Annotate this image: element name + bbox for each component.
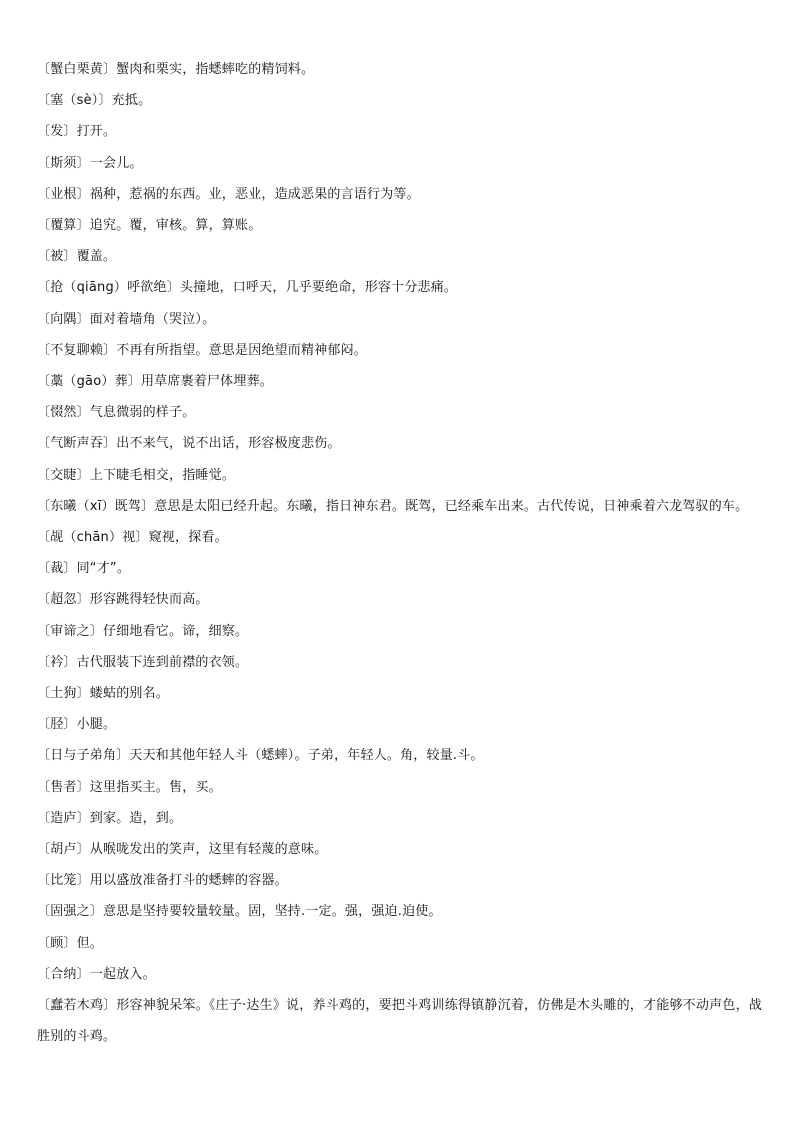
- annotation-item: 〔东曦（xī）既驾〕意思是太阳已经升起。东曦，指日神东君。既驾，已经乘车出来。古代传说，日神乘着六龙驾驭的车。: [37, 498, 749, 514]
- annotation-item: 〔裁〕同“才”。: [37, 561, 131, 577]
- annotation-item: 〔塞（sè）〕充抵。: [37, 93, 152, 109]
- annotation-item: 〔衿〕古代服装下连到前襟的衣领。: [37, 654, 249, 670]
- annotation-item: 〔超忽〕形容跳得轻快而高。: [37, 592, 209, 608]
- annotation-item: 〔比笼〕用以盛放准备打斗的蟋蟀的容器。: [37, 873, 288, 889]
- annotation-item: 〔覆算〕追究。覆，审核。算，算账。: [37, 218, 262, 234]
- annotation-item: 〔抢（qiāng）呼欲绝〕头撞地，口呼天，几乎要绝命，形容十分悲痛。: [37, 280, 458, 296]
- annotation-item: 〔不复聊赖〕不再有所指望。意思是因绝望而精神郁闷。: [37, 342, 368, 358]
- annotation-list: [37, 54, 762, 1053]
- annotation-item: 〔合纳〕一起放入。: [37, 966, 156, 982]
- annotation-item: 〔顾〕但。: [37, 935, 104, 951]
- annotation-item: 〔藁（gāo）葬〕用草席裹着尸体埋葬。: [37, 374, 273, 390]
- annotation-item: 〔日与子弟角〕天天和其他年轻人斗（蟋蟀）。子弟，年轻人。角，较量.斗。: [37, 748, 484, 764]
- annotation-item: 〔业根〕祸种，惹祸的东西。业，恶业，造成恶果的言语行为等。: [37, 186, 420, 202]
- annotation-item: 〔胡卢〕从喉咙发出的笑声，这里有轻蔑的意味。: [37, 842, 328, 858]
- annotation-item: 〔造庐〕到家。造，到。: [37, 810, 183, 826]
- annotation-item: 〔土狗〕蝼蛄的别名。: [37, 686, 170, 702]
- annotation-item: 〔蟹白栗黄〕蟹肉和栗实，指蟋蟀吃的精饲料。: [37, 62, 315, 77]
- annotation-item: 〔发〕打开。: [37, 124, 117, 140]
- annotation-item: 〔售者〕这里指买主。售，买。: [37, 779, 222, 795]
- annotation-item: 〔交睫〕上下睫毛相交，指睡觉。: [37, 467, 236, 483]
- annotation-item: 〔斯须〕一会儿。: [37, 155, 143, 171]
- annotation-item: 〔觇（chān）视〕窥视，探看。: [37, 530, 228, 546]
- annotation-item: 〔向隅〕面对着墙角（哭泣）。: [37, 311, 216, 327]
- annotation-item: 〔气断声吞〕出不来气，说不出话，形容极度悲伤。: [37, 436, 341, 452]
- annotation-item: 〔固强之〕意思是坚持要较量较量。固，坚持.一定。强，强迫.迫使。: [37, 904, 442, 920]
- annotation-item: 〔审谛之〕仔细地看它。谛，细察。: [37, 623, 249, 639]
- annotation-item: 〔被〕覆盖。: [37, 249, 117, 265]
- annotation-item: 〔蠢若木鸡〕形容神貌呆笨。《庄子·达生》说，养斗鸡的，要把斗鸡训练得镇静沉着，仿佛是木头雕的，才能够不动声色，战胜别的斗鸡。: [37, 998, 762, 1045]
- annotation-item: 〔胫〕小腿。: [37, 717, 117, 733]
- annotation-item: 〔惙然〕气息微弱的样子。: [37, 405, 196, 421]
